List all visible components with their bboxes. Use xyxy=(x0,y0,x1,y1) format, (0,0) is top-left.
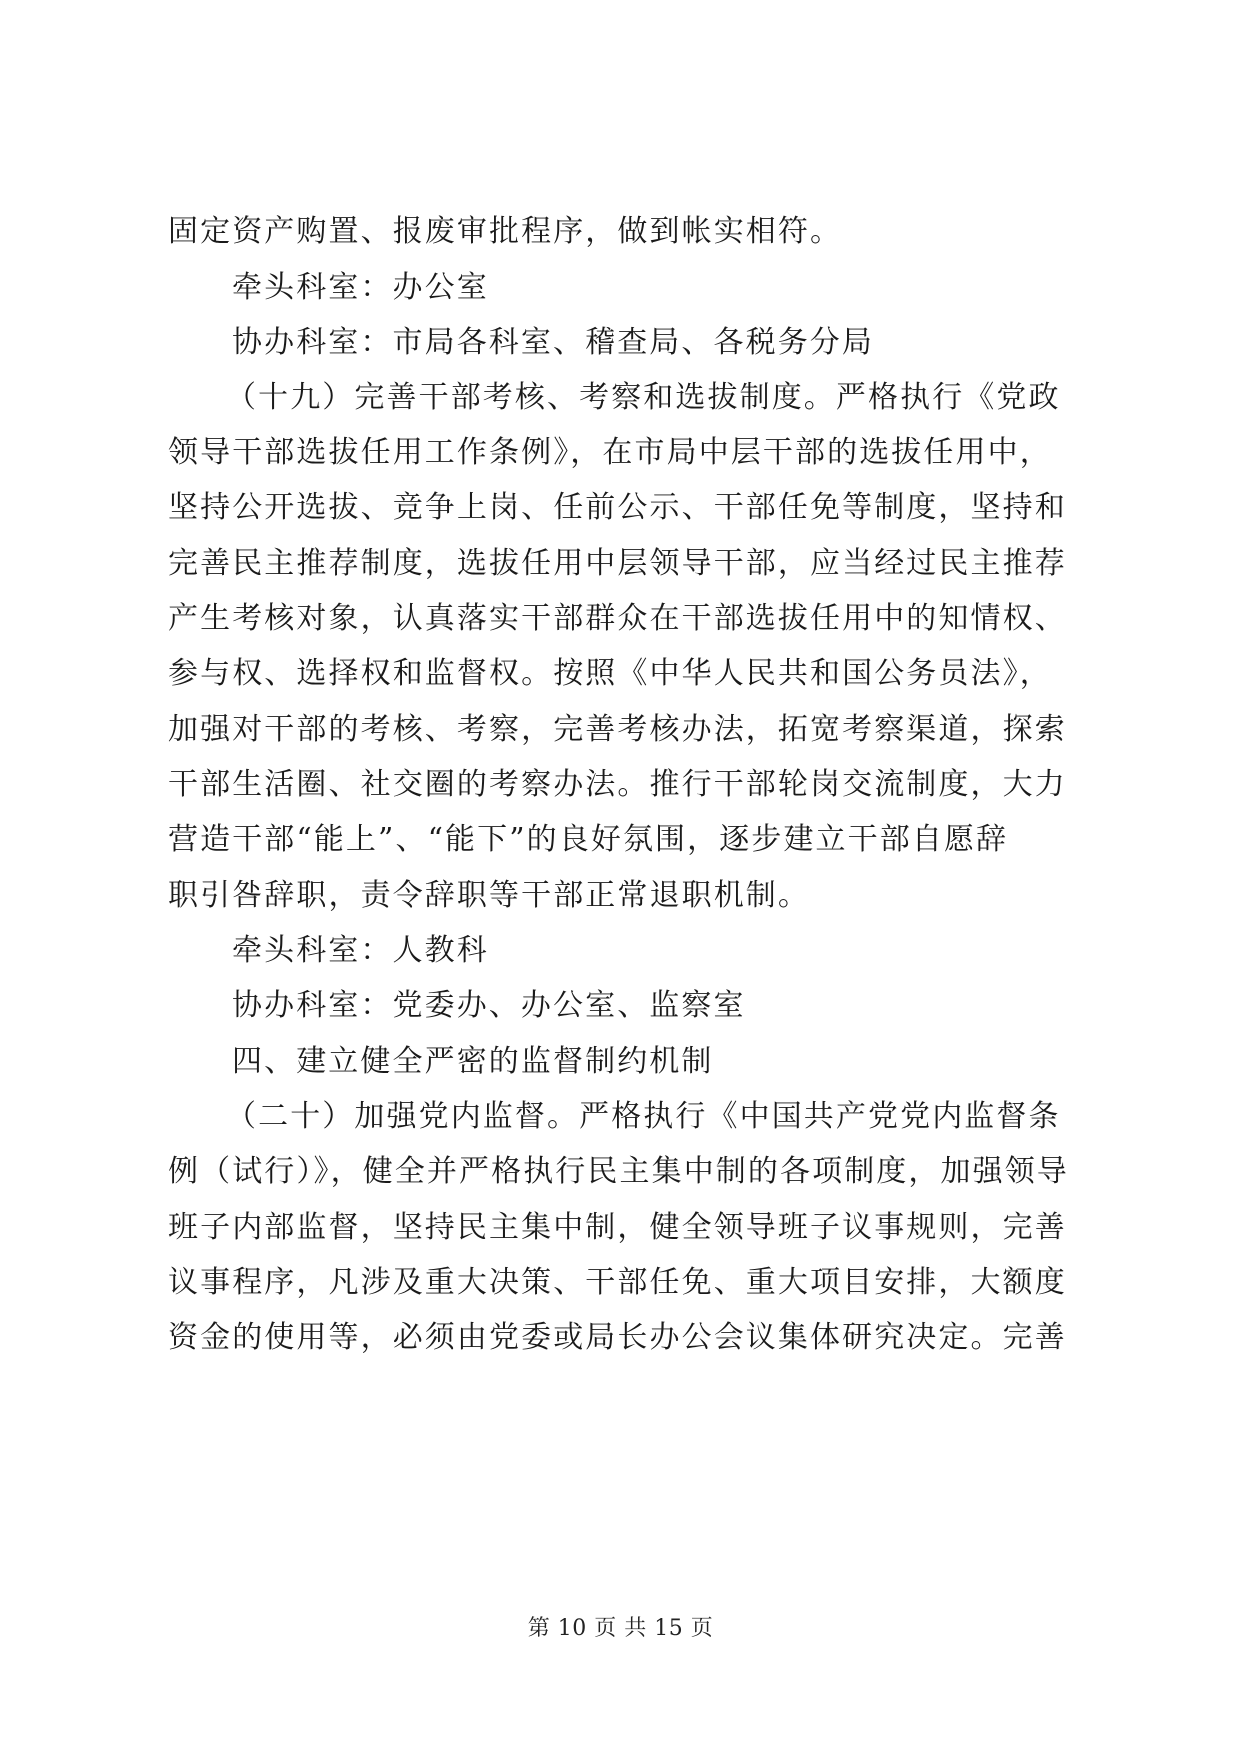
text-line: 完善民主推荐制度，选拔任用中层领导干部，应当经过民主推荐 xyxy=(168,546,1067,581)
page-number-footer: 第 10 页 共 15 页 xyxy=(527,1616,714,1641)
text-line: 职引咎辞职，责令辞职等干部正常退职机制。 xyxy=(168,878,810,913)
text-line: 加强对干部的考核、考察，完善考核办法，拓宽考察渠道，探索 xyxy=(168,712,1067,747)
paragraph-20-start: （二十）加强党内监督。严格执行《中国共产党党内监督条 xyxy=(226,1099,1061,1134)
text-line: 参与权、选择权和监督权。按照《中华人民共和国公务员法》， xyxy=(168,656,1052,691)
paragraph-19-start: （十九）完善干部考核、考察和选拔制度。严格执行《党政 xyxy=(226,380,1061,415)
text-line: 产生考核对象，认真落实干部群众在干部选拔任用中的知情权、 xyxy=(168,601,1067,636)
section-heading: 四、建立健全严密的监督制约机制 xyxy=(232,1044,714,1079)
assisting-department-line: 协办科室：党委办、办公室、监察室 xyxy=(232,988,746,1023)
text-line: 班子内部监督，坚持民主集中制，健全领导班子议事规则，完善 xyxy=(168,1210,1067,1245)
assisting-department-line: 协办科室：市局各科室、稽查局、各税务分局 xyxy=(232,325,874,360)
lead-department-line: 牵头科室：人教科 xyxy=(232,933,489,968)
text-line: 领导干部选拔任用工作条例》，在市局中层干部的选拔任用中， xyxy=(168,435,1052,470)
lead-department-line: 牵头科室：办公室 xyxy=(232,270,489,305)
text-line: 营造干部“能上”、“能下”的良好氛围，逐步建立干部自愿辞 xyxy=(168,822,1009,857)
text-line: 议事程序，凡涉及重大决策、干部任免、重大项目安排，大额度 xyxy=(168,1265,1067,1300)
text-line: 固定资产购置、报废审批程序，做到帐实相符。 xyxy=(168,214,843,249)
text-line: 例（试行）》，健全并严格执行民主集中制的各项制度，加强领导 xyxy=(168,1154,1069,1189)
text-line: 资金的使用等，必须由党委或局长办公会议集体研究决定。完善 xyxy=(168,1320,1067,1355)
text-line: 干部生活圈、社交圈的考察办法。推行干部轮岗交流制度，大力 xyxy=(168,767,1067,802)
text-line: 坚持公开选拔、竞争上岗、任前公示、干部任免等制度，坚持和 xyxy=(168,490,1067,525)
